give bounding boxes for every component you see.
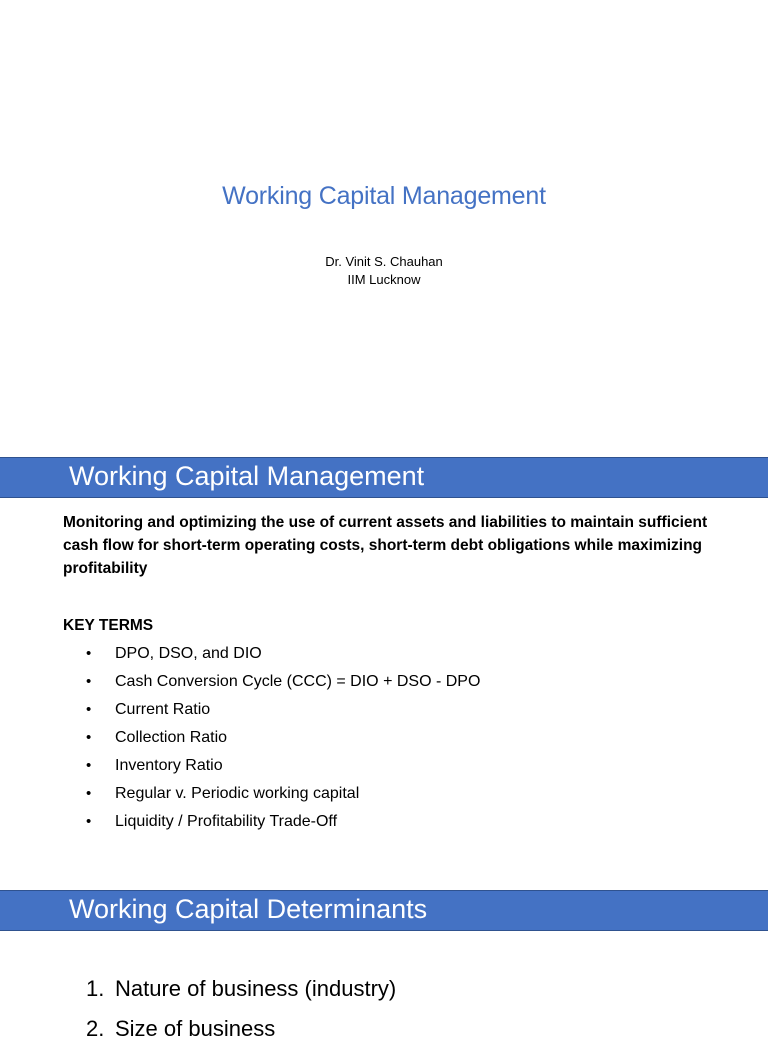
- key-term-text: Inventory Ratio: [115, 757, 223, 774]
- key-term-text: Cash Conversion Cycle (CCC) = DIO + DSO - DPO: [115, 673, 481, 690]
- key-term-item: [0, 727, 768, 755]
- bullet-icon: •: [86, 813, 92, 830]
- key-term-item: [0, 811, 768, 839]
- definition-text: Monitoring and optimizing the use of current assets and liabilities to maintain sufficient cash flow for short-term operating costs, short-term debt obligations while maximizing profitability: [63, 514, 708, 577]
- key-term-item: [0, 671, 768, 699]
- bullet-icon: •: [86, 645, 92, 662]
- slide2-header-title: Working Capital Management: [69, 461, 425, 491]
- slide-title: Working Capital Management: [222, 182, 546, 210]
- key-terms-heading: KEY TERMS: [63, 617, 154, 634]
- key-term-text: Regular v. Periodic working capital: [115, 785, 360, 802]
- bullet-icon: •: [86, 785, 92, 802]
- determinant-item: [0, 976, 768, 1016]
- slide2-header-bar: [0, 457, 768, 498]
- determinant-text: Size of business: [115, 1016, 276, 1041]
- title-slide: [0, 0, 768, 440]
- author-name: Dr. Vinit S. Chauhan: [325, 254, 443, 269]
- determinant-number: 1.: [86, 976, 105, 1001]
- determinant-item: [0, 1016, 768, 1056]
- bullet-icon: •: [86, 729, 92, 746]
- key-term-text: Collection Ratio: [115, 729, 228, 746]
- determinant-text: Nature of business (industry): [115, 976, 397, 1001]
- key-term-text: Liquidity / Profitability Trade-Off: [115, 813, 338, 830]
- determinants-list: [0, 976, 768, 1056]
- slide3-header-bar: [0, 890, 768, 931]
- slide3-header-title: Working Capital Determinants: [69, 894, 428, 924]
- determinant-number: 2.: [86, 1016, 105, 1041]
- key-term-item: [0, 699, 768, 727]
- author-affiliation: IIM Lucknow: [347, 272, 421, 287]
- key-term-text: Current Ratio: [115, 701, 211, 718]
- key-term-item: [0, 783, 768, 811]
- key-term-item: [0, 643, 768, 671]
- bullet-icon: •: [86, 673, 92, 690]
- bullet-icon: •: [86, 701, 92, 718]
- key-terms-list: [0, 643, 768, 839]
- key-term-item: [0, 755, 768, 783]
- key-term-text: DPO, DSO, and DIO: [115, 645, 262, 662]
- bullet-icon: •: [86, 757, 92, 774]
